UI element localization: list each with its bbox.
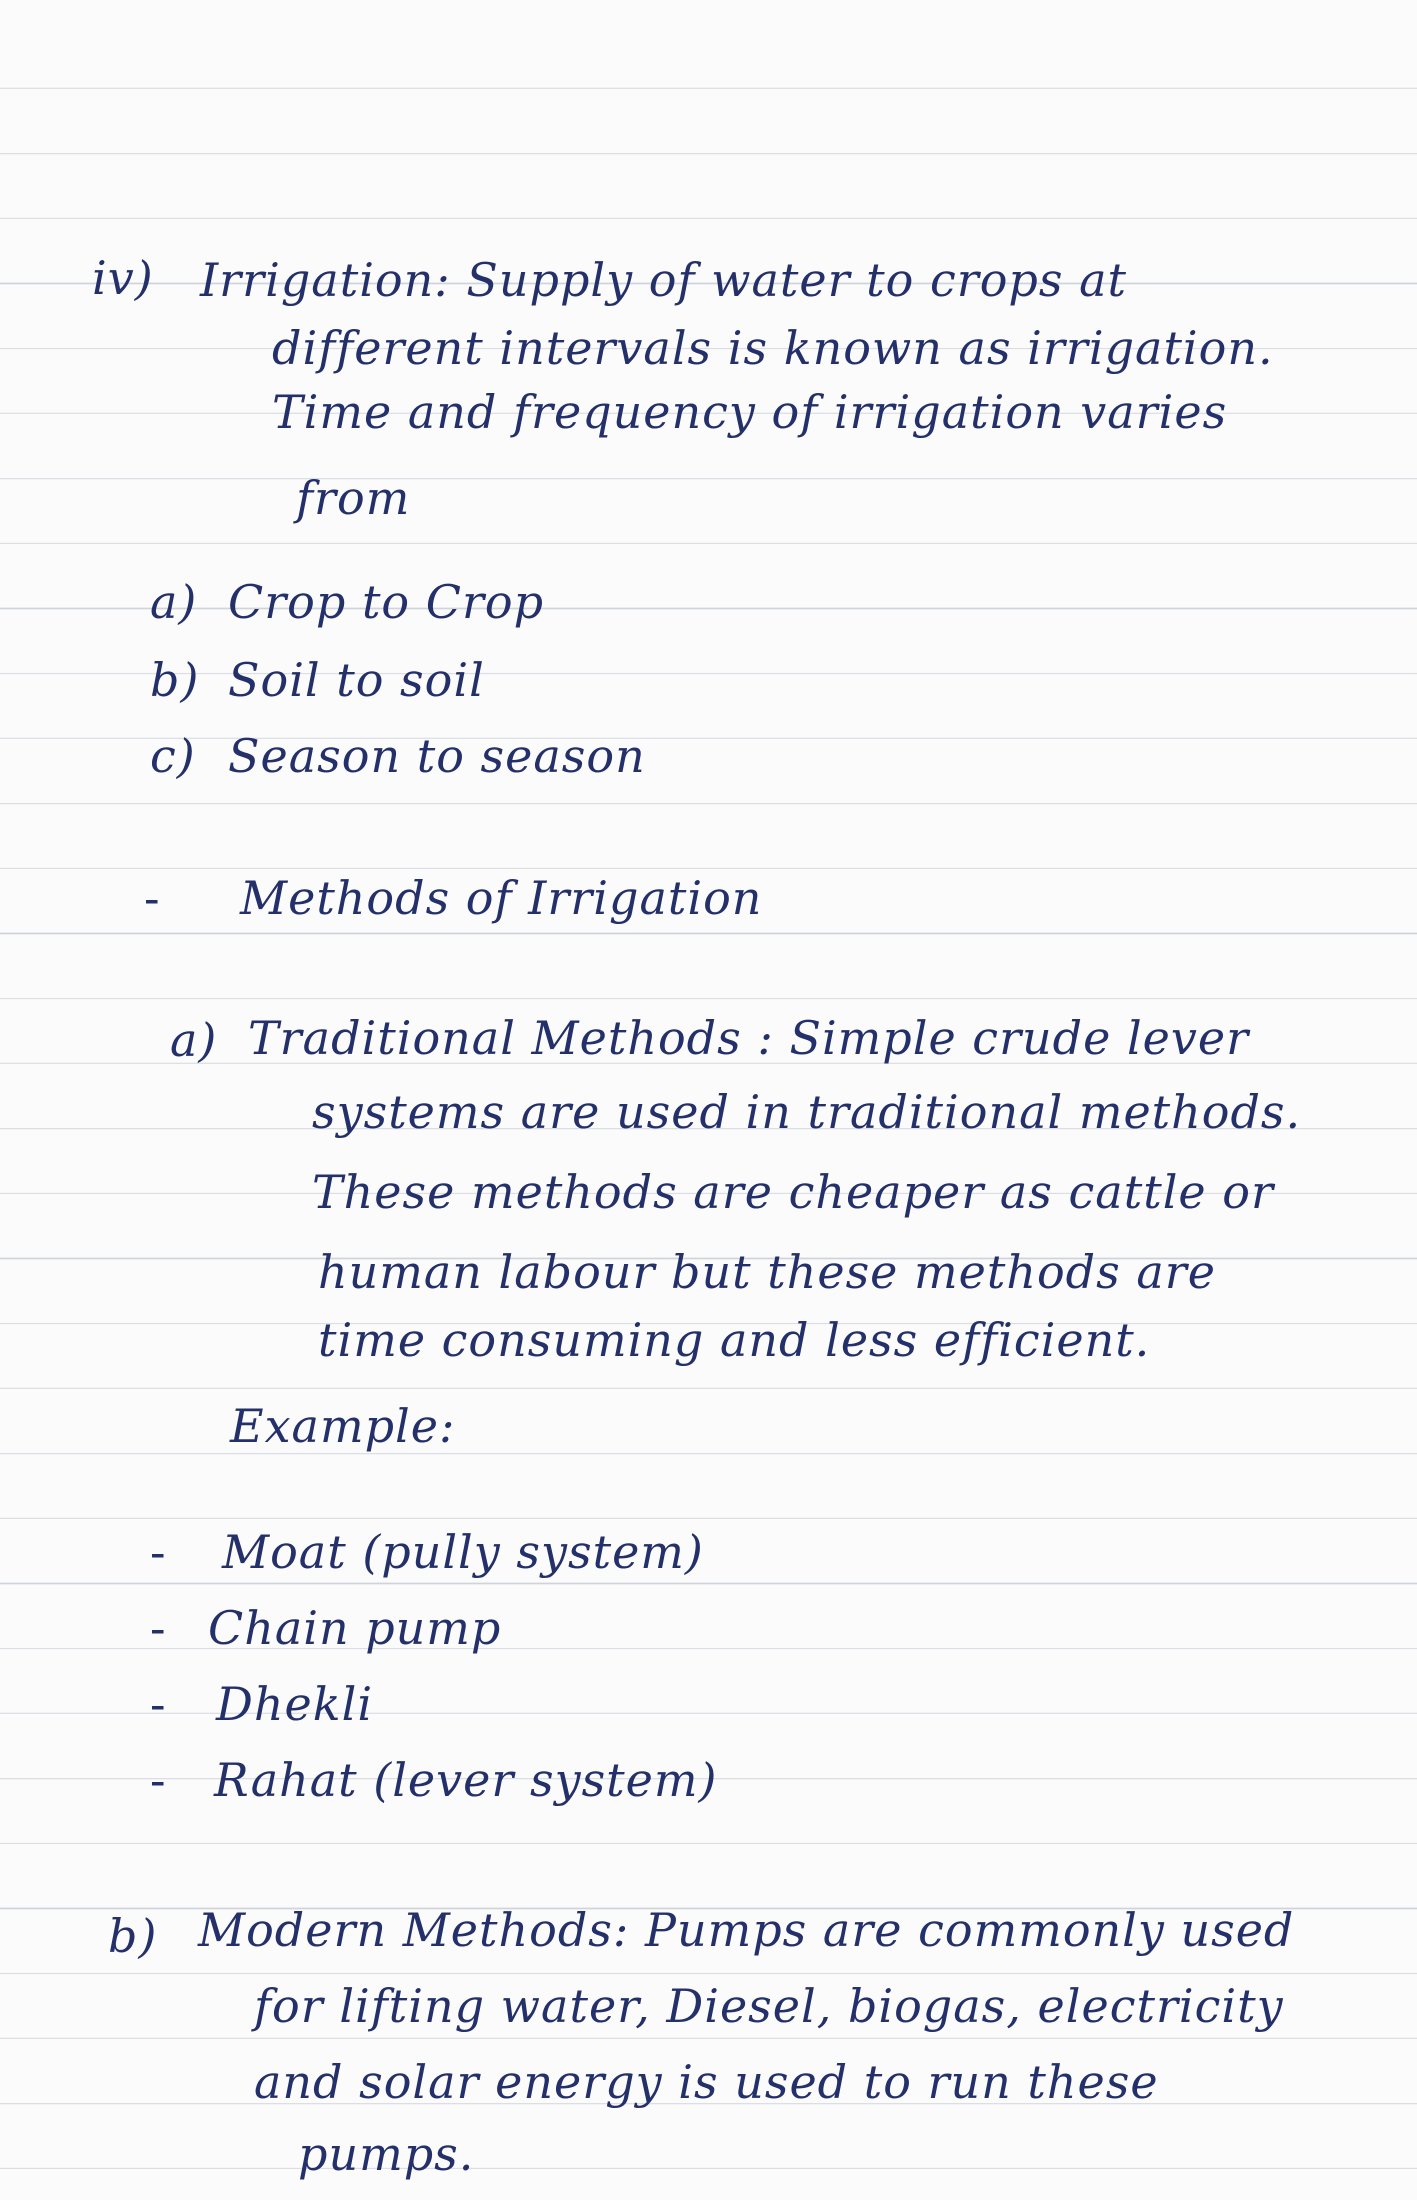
factor-text: Crop to Crop	[228, 575, 545, 629]
modern-line: pumps.	[298, 2127, 475, 2181]
example-item: Rahat (lever system)	[214, 1753, 718, 1807]
example-dash: -	[150, 1525, 166, 1579]
traditional-line: systems are used in traditional methods.	[312, 1085, 1302, 1139]
irrigation-definition-line: Time and frequency of irrigation varies	[272, 385, 1228, 439]
example-item: Dhekli	[216, 1677, 374, 1731]
methods-heading: Methods of Irrigation	[240, 871, 763, 925]
section-number: iv)	[92, 251, 154, 305]
factor-marker: a)	[150, 575, 198, 629]
irrigation-definition-line: different intervals is known as irrigation.	[272, 321, 1274, 375]
traditional-line: time consuming and less efficient.	[318, 1313, 1151, 1367]
example-dash: -	[150, 1677, 166, 1731]
traditional-line: human labour but these methods are	[318, 1245, 1216, 1299]
example-dash: -	[150, 1753, 166, 1807]
factor-marker: b)	[150, 653, 200, 707]
example-item: Chain pump	[208, 1601, 502, 1655]
modern-line: for lifting water, Diesel, biogas, electricity	[254, 1979, 1284, 2033]
heading-dash: -	[144, 871, 160, 925]
irrigation-definition-line: Irrigation: Supply of water to crops at	[200, 253, 1128, 307]
modern-line: Modern Methods: Pumps are commonly used	[198, 1903, 1295, 1957]
irrigation-definition-line: from	[296, 471, 411, 525]
factor-marker: c)	[150, 729, 196, 783]
example-label: Example:	[230, 1399, 456, 1453]
example-dash: -	[150, 1601, 166, 1655]
traditional-line: These methods are cheaper as cattle or	[312, 1165, 1274, 1219]
traditional-line: Traditional Methods : Simple crude lever	[248, 1011, 1250, 1065]
modern-line: and solar energy is used to run these	[254, 2055, 1159, 2109]
example-item: Moat (pully system)	[222, 1525, 704, 1579]
modern-marker: b)	[108, 1909, 158, 1963]
traditional-marker: a)	[170, 1013, 218, 1067]
factor-text: Soil to soil	[228, 653, 485, 707]
factor-text: Season to season	[228, 729, 646, 783]
